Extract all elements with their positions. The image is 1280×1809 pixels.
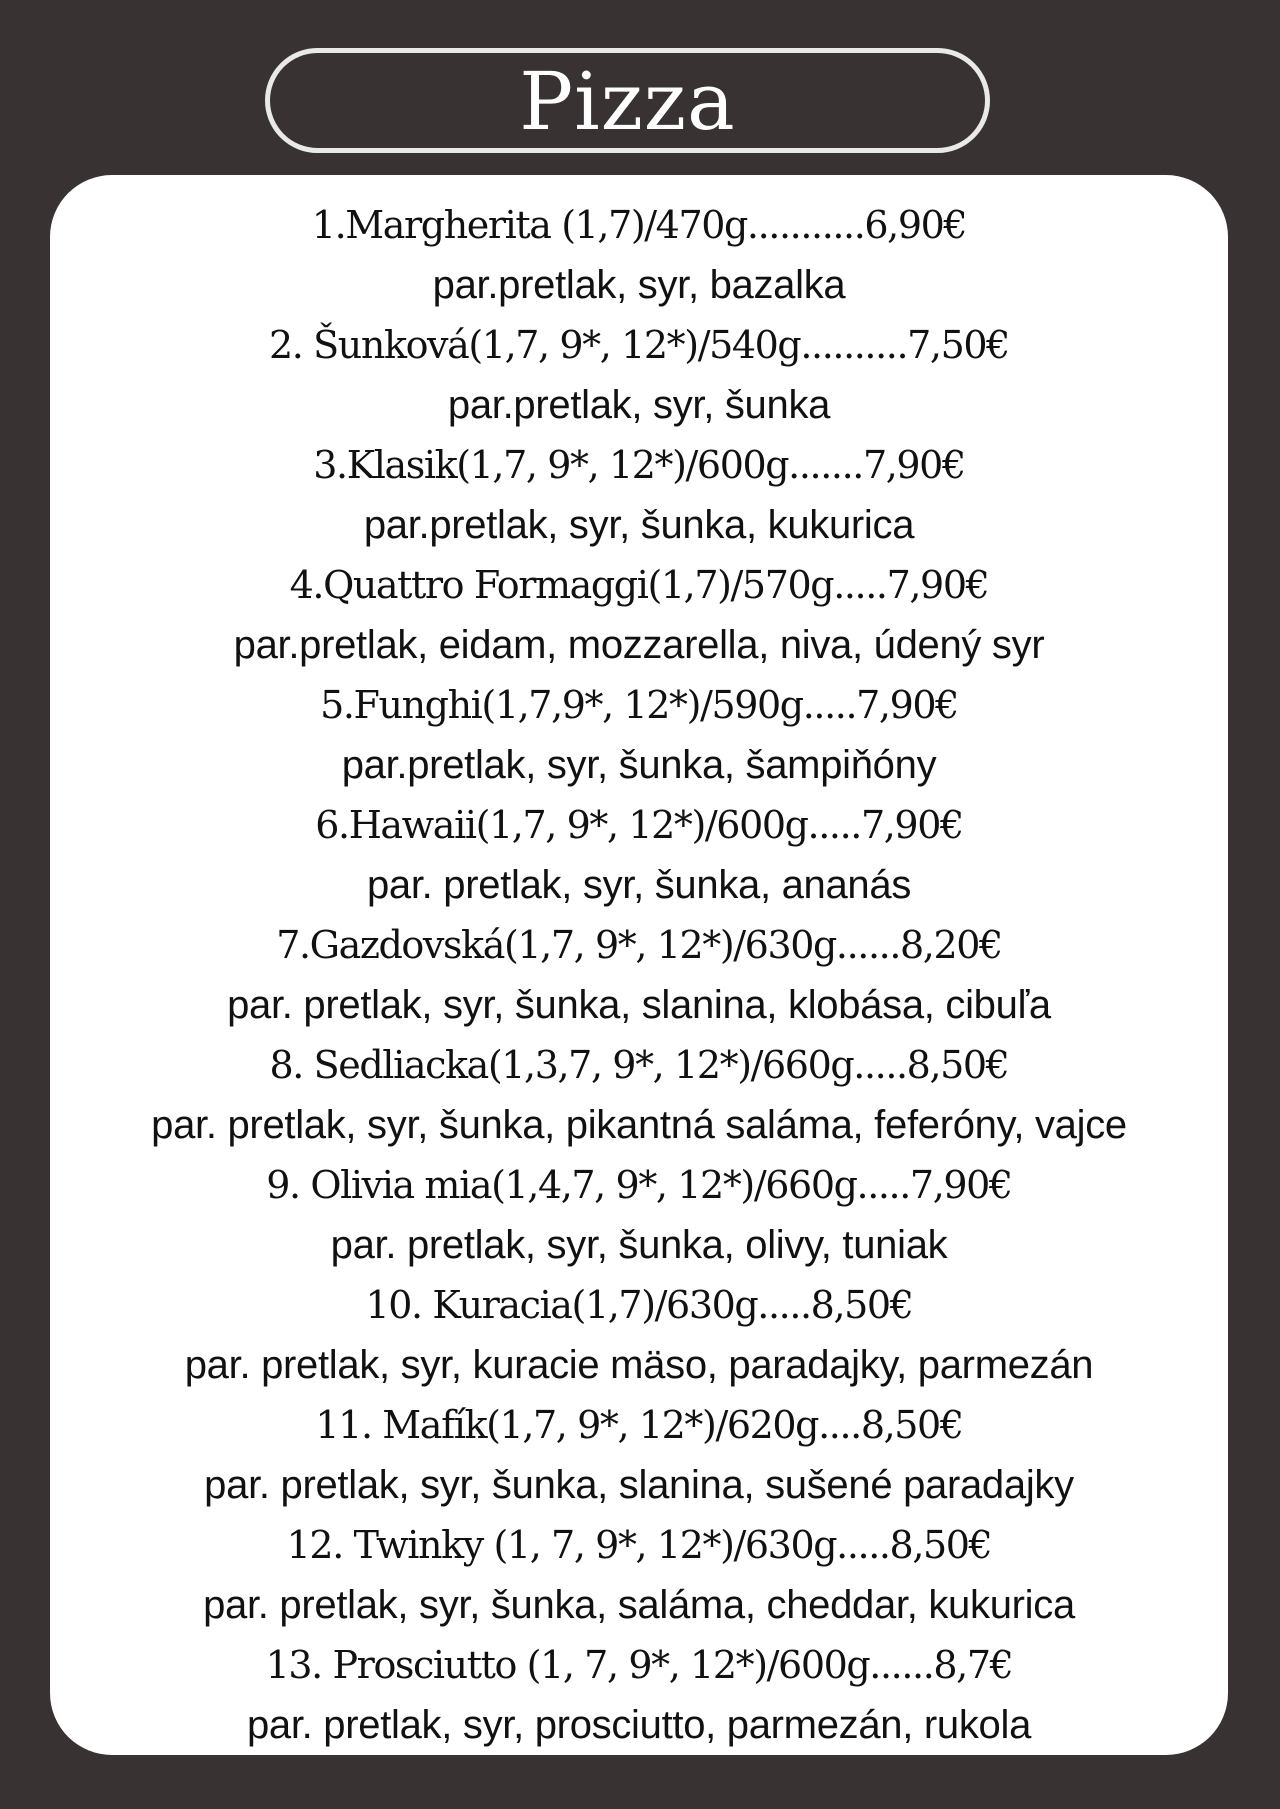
menu-item [50, 1635, 1228, 1755]
menu-item [50, 1155, 1228, 1275]
item-description: par. pretlak, syr, šunka, slanina, klobása, cibuľa [227, 983, 1051, 1027]
item-description: par. pretlak, syr, šunka, olivy, tuniak [330, 1223, 948, 1267]
menu-item [50, 1035, 1228, 1155]
item-name: 13. Prosciutto (1, 7, 9*, 12*)/600g......8,7€ [265, 1643, 1013, 1687]
item-name: 5.Funghi(1,7,9*, 12*)/590g.....7,90€ [320, 683, 958, 727]
menu-item [50, 1515, 1228, 1635]
item-name: 9. Olivia mia(1,4,7, 9*, 12*)/660g.....7,90€ [266, 1163, 1012, 1207]
menu-title-banner [265, 48, 990, 153]
menu-item [50, 795, 1228, 915]
item-description: par. pretlak, syr, šunka, slanina, sušené paradajky [204, 1463, 1074, 1507]
menu-item [50, 1395, 1228, 1515]
menu-item [50, 675, 1228, 795]
menu-item [50, 195, 1228, 315]
pizza-list [50, 195, 1228, 1755]
item-name: 4.Quattro Formaggi(1,7)/570g.....7,90€ [289, 563, 989, 607]
menu-item [50, 915, 1228, 1035]
item-name: 11. Mafík(1,7, 9*, 12*)/620g....8,50€ [315, 1403, 963, 1447]
item-description: par.pretlak, syr, šunka, kukurica [363, 503, 915, 547]
menu-item [50, 435, 1228, 555]
menu-card [50, 175, 1228, 1755]
menu-item [50, 315, 1228, 435]
item-description: par.pretlak, syr, šunka, šampiňóny [341, 743, 937, 787]
menu-item [50, 555, 1228, 675]
item-name: 10. Kuracia(1,7)/630g.....8,50€ [365, 1283, 913, 1327]
item-description: par. pretlak, syr, prosciutto, parmezán, rukola [246, 1703, 1032, 1747]
item-name: 7.Gazdovská(1,7, 9*, 12*)/630g......8,20€ [276, 923, 1002, 967]
item-description: par. pretlak, syr, šunka, ananás [366, 863, 912, 907]
item-description: par.pretlak, syr, šunka [447, 383, 831, 427]
item-name: 2. Šunková(1,7, 9*, 12*)/540g..........7,50€ [269, 323, 1009, 367]
item-description: par.pretlak, syr, bazalka [432, 263, 846, 307]
item-description: par. pretlak, syr, šunka, pikantná saláma, feferóny, vajce [151, 1103, 1127, 1147]
menu-item [50, 1275, 1228, 1395]
item-name: 1.Margherita (1,7)/470g...........6,90€ [311, 203, 967, 247]
menu-title: Pizza [519, 54, 736, 148]
item-name: 8. Sedliacka(1,3,7, 9*, 12*)/660g.....8,50€ [269, 1043, 1009, 1087]
item-name: 3.Klasik(1,7, 9*, 12*)/600g.......7,90€ [313, 443, 965, 487]
item-name: 12. Twinky (1, 7, 9*, 12*)/630g.....8,50€ [286, 1523, 992, 1567]
item-name: 6.Hawaii(1,7, 9*, 12*)/600g.....7,90€ [315, 803, 963, 847]
item-description: par. pretlak, syr, kuracie mäso, paradajky, parmezán [184, 1343, 1094, 1387]
item-description: par.pretlak, eidam, mozzarella, niva, údený syr [233, 623, 1045, 667]
item-description: par. pretlak, syr, šunka, saláma, cheddar, kukurica [203, 1583, 1075, 1627]
